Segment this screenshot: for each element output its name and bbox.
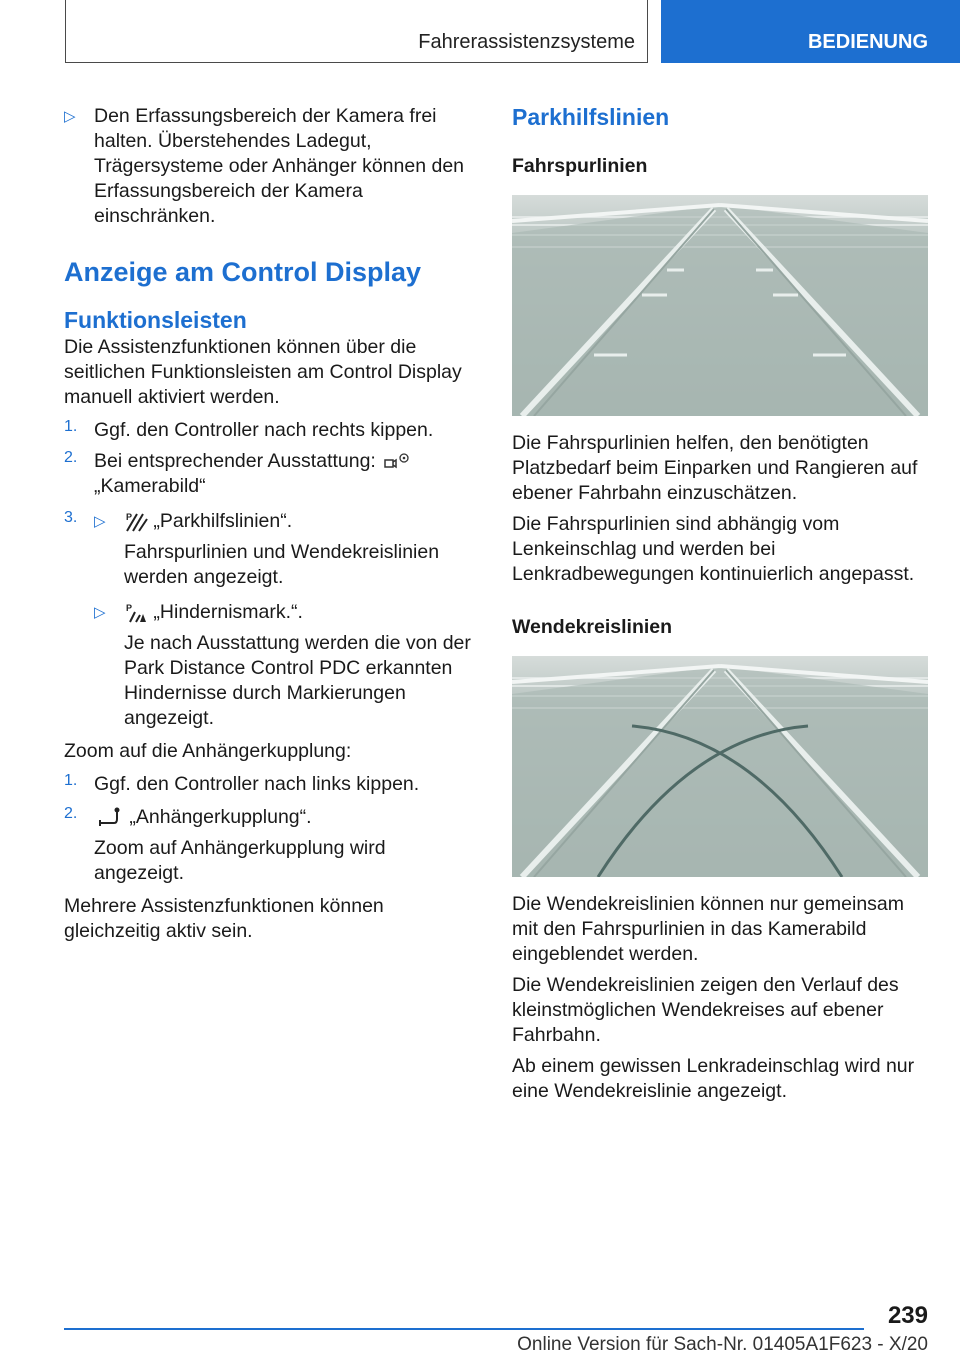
sub-list-item <box>94 509 476 590</box>
step-option-label: „Parkhilfslinien“. <box>153 510 293 532</box>
page-number: 239 <box>887 1302 928 1329</box>
step-note: Je nach Ausstattung werden die von der Park Distance Control PDC erkannten Hindernisse durch Markierungen angezeigt. <box>124 632 471 729</box>
turning-circle-camera-image <box>512 656 928 877</box>
list-item <box>64 772 476 797</box>
step-number: 1. <box>64 418 78 435</box>
step-number: 2. <box>64 805 78 822</box>
step-option-label: „Hindernismark.“. <box>153 601 303 623</box>
footer-text: Online Version für Sach-Nr. 01405A1F623 - X/20 <box>517 1334 928 1355</box>
topic-heading: Wendekreislinien <box>512 616 673 638</box>
closing-paragraph: Mehrere Assistenzfunktionen können gleichzeitig aktiv sein. <box>64 895 384 942</box>
svg-text:P: P <box>126 511 133 522</box>
lane-lines-camera-image <box>512 195 928 416</box>
step-option-label: „Anhängerkupplung“. <box>129 806 312 828</box>
intro-list-item <box>64 104 476 229</box>
header-section-title: Fahrerassistenzsysteme <box>418 31 635 53</box>
right-column <box>512 104 928 1104</box>
list-item <box>64 418 476 443</box>
turning-circle-paragraph: Die Wendekreislinien können nur gemeinsam mit den Fahrspurlinien in das Kamerabild eingeblendet werden. <box>512 893 905 965</box>
step-note: Fahrspurlinien und Wendekreislinien werden angezeigt. <box>124 541 440 588</box>
subsection-heading: Parkhilfslinien <box>512 104 670 130</box>
left-column <box>64 104 476 944</box>
zoom-steps-list <box>64 772 476 886</box>
triangle-bullet-icon: ▷ <box>64 108 76 125</box>
sub-list-item <box>94 600 476 731</box>
turning-circle-paragraph: Ab einem gewissen Lenkradeinschlag wird nur eine Wendekreislinie angezeigt. <box>512 1055 915 1102</box>
step-subtext: „Kamerabild“ <box>94 475 206 497</box>
footer-divider <box>64 1328 864 1330</box>
subsection-heading: Funktionsleisten <box>64 307 247 333</box>
turning-circle-paragraph: Die Wendekreislinien zeigen den Verlauf des kleinstmöglichen Wendekreises auf ebener Fahrbahn. <box>512 974 899 1046</box>
step-text: Ggf. den Controller nach links kippen. <box>94 773 420 795</box>
topic-heading: Fahrspurlinien <box>512 155 648 177</box>
list-item <box>64 805 476 886</box>
obstacle-marking-icon[interactable] <box>124 602 148 624</box>
triangle-bullet-icon: ▷ <box>94 604 106 621</box>
zoom-label: Zoom auf die Anhängerkupplung: <box>64 740 352 762</box>
section-heading: Anzeige am Control Display <box>64 257 422 287</box>
lane-lines-paragraph: Die Fahrspurlinien helfen, den benötigten Platzbedarf beim Einparken und Rangieren auf ebener Fahrbahn einzuschätzen. <box>512 432 918 504</box>
step-number: 2. <box>64 449 78 466</box>
trailer-hitch-icon[interactable] <box>94 807 124 829</box>
steps-list <box>64 418 476 731</box>
step-number: 1. <box>64 772 78 789</box>
camera-settings-icon[interactable] <box>381 451 411 473</box>
triangle-bullet-icon: ▷ <box>94 513 106 530</box>
step-text: Bei entsprechender Ausstattung: <box>94 450 376 472</box>
svg-text:P: P <box>126 602 133 613</box>
parking-lines-icon[interactable] <box>124 511 148 533</box>
header-chapter-tab[interactable]: BEDIENUNG <box>661 0 960 63</box>
list-item <box>64 449 476 499</box>
intro-paragraph: Die Assistenzfunktionen können über die seitlichen Funktionsleisten am Control Display manuell aktiviert werden. <box>64 336 462 408</box>
lane-lines-paragraph: Die Fahrspurlinien sind abhängig vom Lenkeinschlag und werden bei Lenkradbewegungen kontinuierlich angepasst. <box>512 513 915 585</box>
step-text: Ggf. den Controller nach rechts kippen. <box>94 419 434 441</box>
list-item <box>64 509 476 731</box>
step-number: 3. <box>64 509 78 526</box>
step-note: Zoom auf Anhängerkupplung wird angezeigt. <box>94 837 386 884</box>
intro-text: Den Erfassungsbereich der Kamera frei halten. Überstehendes Ladegut, Trägersysteme oder Anhänger können den Erfassungsbereich der Kamera einschränken. <box>94 105 465 227</box>
